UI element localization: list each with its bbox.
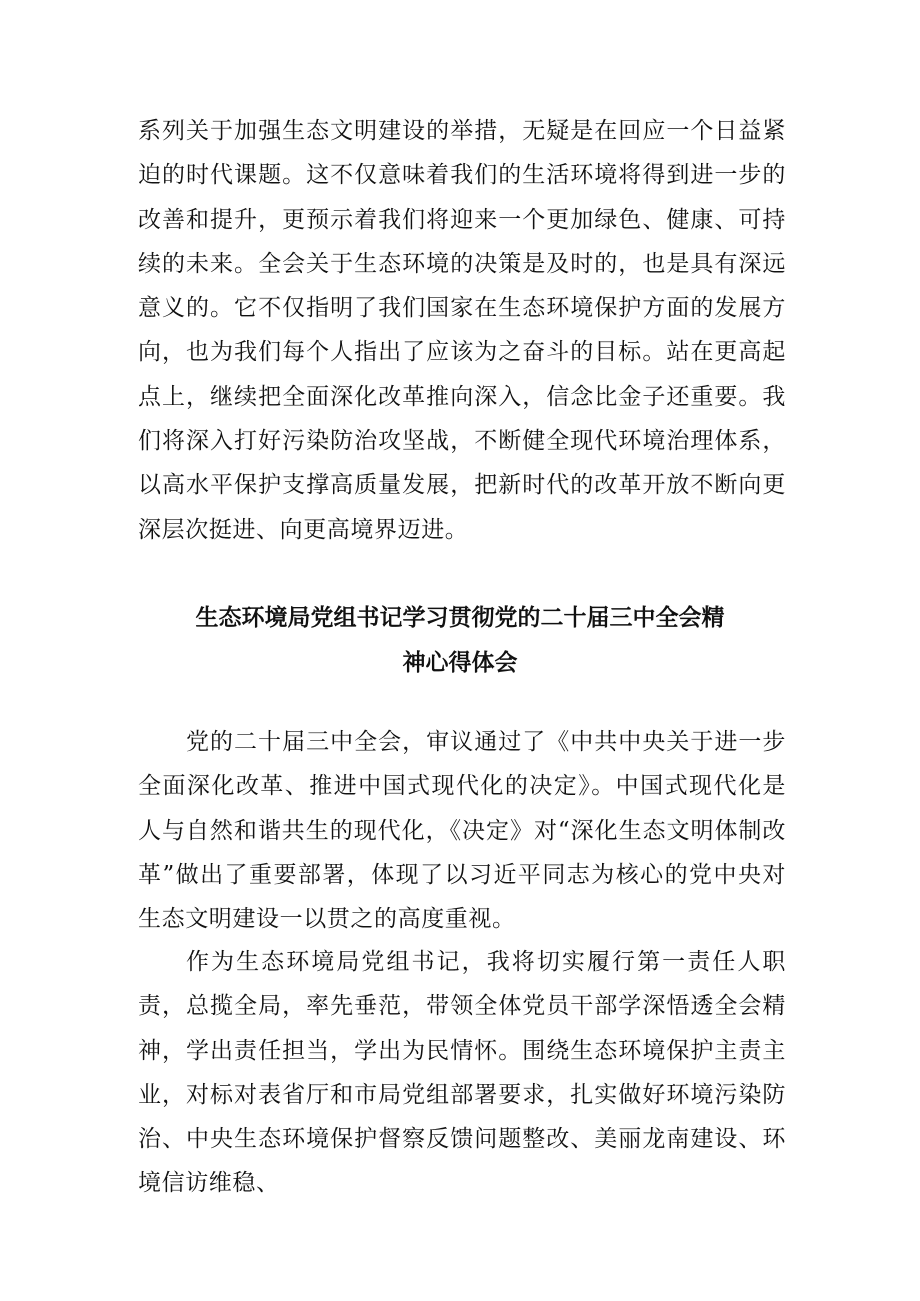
continued-paragraph: 系列关于加强生态文明建设的举措，无疑是在回应一个日益紧迫的时代课题。这不仅意味着我们的生活环境将得到进一步的改善和提升，更预示着我们将迎来一个更加绿色、健康、可持续的未来。全会关于生态环境的决策是及时的，也是具有深远意义的。它不仅指明了我们国家在生态环境保护方面的发展方向，也为我们每个人指出了应该为之奋斗的目标。站在更高起点上，继续把全面深化改革推向深入，信念比金子还重要。我们将深入打好污染防治攻坚战，不断健全现代环境治理体系，以高水平保护支撑高质量发展，把新时代的改革开放不断向更深层次挺进、向更高境界迈进。 — [138, 118, 786, 543]
section-title — [150, 596, 770, 686]
section-title-line-1: 生态环境局党组书记学习贯彻党的二十届三中全会精 — [195, 605, 725, 631]
body-paragraph-2: 作为生态环境局党组书记，我将切实履行第一责任人职责，总揽全局，率先垂范，带领全体党员干部学深悟透全会精神，学出责任担当，学出为民情怀。围绕生态环境保护主责主业，对标对表省厅和市局党组部署要求，扎实做好环境污染防治、中央生态环境保护督察反馈问题整改、美丽龙南建设、环境信访维稳、 — [138, 949, 786, 1197]
body-paragraph-1: 党的二十届三中全会，审议通过了《中共中央关于进一步全面深化改革、推进中国式现代化的决定》。中国式现代化是人与自然和谐共生的现代化，《决定》对“深化生态文明体制改革”做出了重要部署，体现了以习近平同志为核心的党中央对生态文明建设一以贯之的高度重视。 — [138, 729, 786, 933]
section-title-line-2: 神心得体会 — [402, 650, 518, 676]
